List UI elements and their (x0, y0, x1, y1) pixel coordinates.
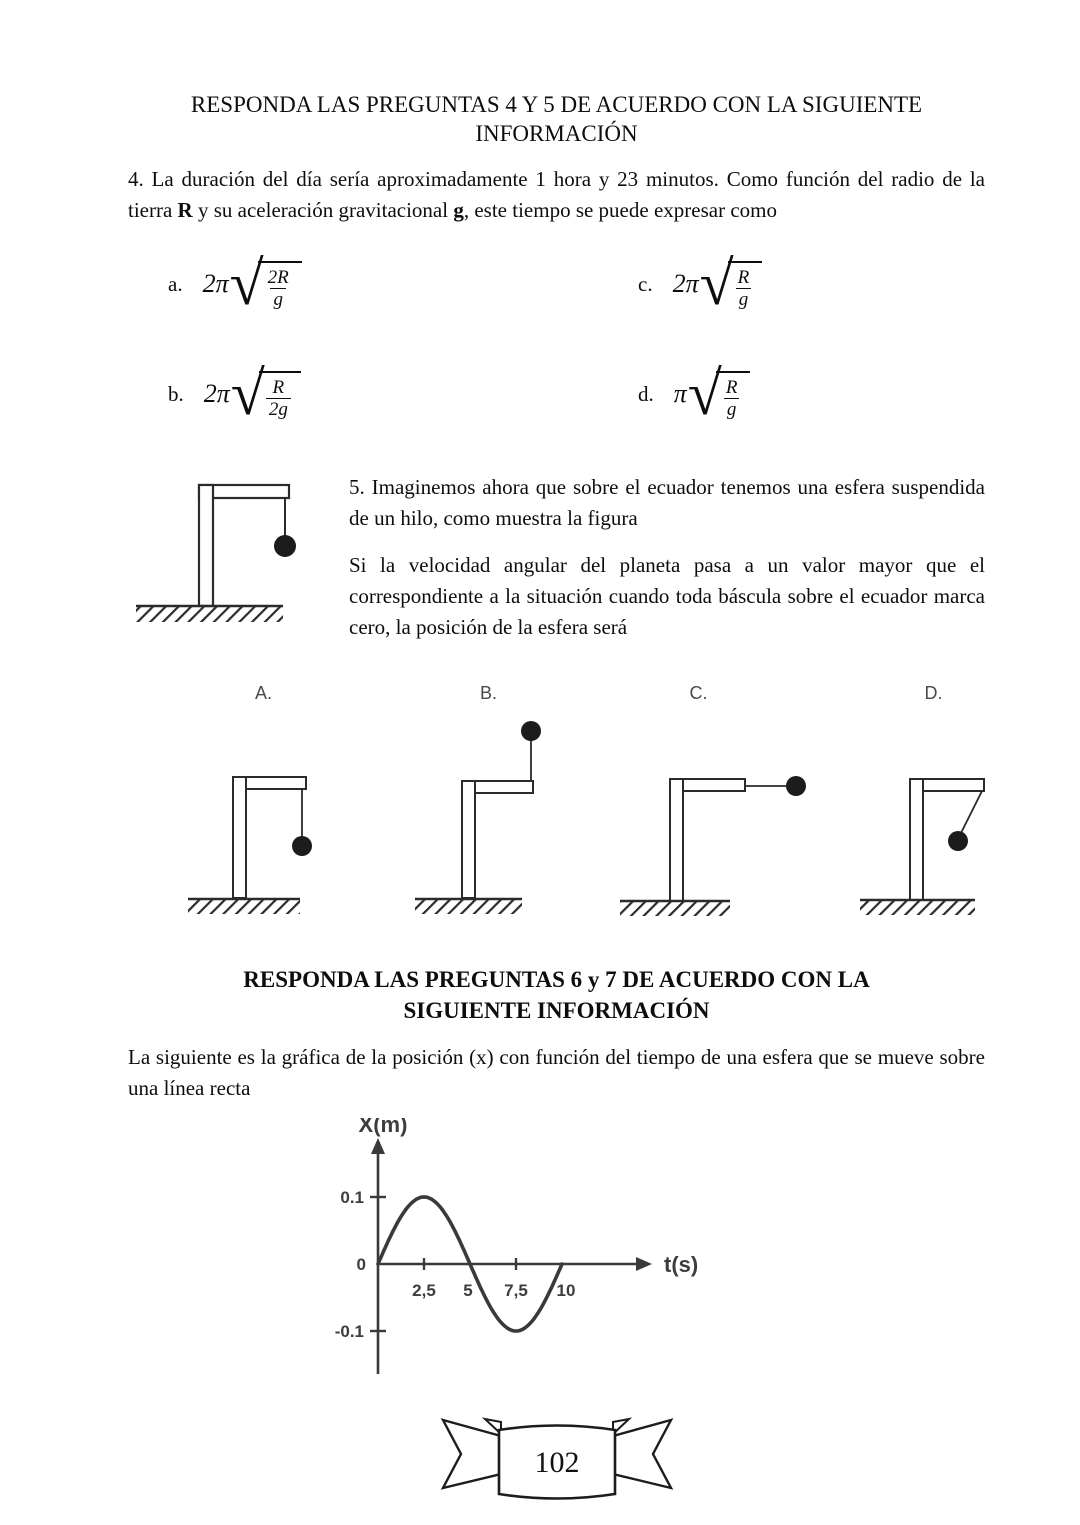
formula-coefficient: 2π (203, 379, 230, 408)
q4-options (128, 248, 985, 430)
choice-c-svg (620, 709, 835, 920)
radical-sign: √ (699, 250, 734, 318)
choice-figure-c (620, 683, 835, 925)
ground-hatch (188, 900, 300, 914)
q4-text-part1: 4. La duración del día sería aproximadamente 1 hora y 23 minutos. Como función del radio de la tierra (128, 167, 985, 222)
ground-hatch (620, 902, 730, 916)
pendulum-string (961, 791, 982, 833)
radical-sign: √ (687, 360, 722, 428)
ribbon-left-tail (443, 1420, 501, 1488)
radicand (259, 371, 301, 420)
formula-coefficient: 2π (672, 269, 699, 298)
question-5-block (128, 472, 985, 643)
q67-section-header (128, 964, 985, 1026)
radicand (728, 261, 763, 310)
stand-pole (462, 781, 475, 898)
y-tick-label-0p1: 0.1 (340, 1188, 364, 1207)
x-tick-label-7p5: 7,5 (504, 1281, 528, 1300)
page-number-ribbon (437, 1408, 677, 1517)
choice-figure-a (185, 683, 400, 925)
square-root-expression (687, 360, 751, 428)
square-root-expression (699, 250, 763, 318)
q67-intro-text: La siguiente es la gráfica de la posición (x) con función del tiempo de una esfera que se mueve sobre una línea recta (128, 1045, 985, 1100)
option-a-letter: a. (168, 271, 183, 296)
question-4-text (128, 164, 985, 226)
fraction-numerator: R (737, 267, 750, 288)
q67-header-line2: SIGUIENTE INFORMACIÓN (403, 998, 710, 1023)
question-5-text (349, 472, 985, 643)
q45-header-line2: INFORMACIÓN (475, 121, 638, 146)
q4-option-a (168, 248, 638, 320)
q4-symbol-g: g (453, 198, 464, 222)
ground-hatch (860, 901, 975, 915)
fraction-denominator: g (724, 398, 740, 420)
x-axis-label: t(s) (664, 1252, 699, 1277)
pendulum-ball (786, 776, 806, 796)
q67-header-line1: RESPONDA LAS PREGUNTAS 6 y 7 DE ACUERDO CON LA (243, 967, 870, 992)
pendulum-ball (274, 535, 296, 557)
fraction (723, 377, 741, 420)
q5-answer-figures (128, 683, 985, 920)
q4-option-c (638, 248, 985, 320)
pendulum-ball (292, 836, 312, 856)
position-time-graph (288, 1118, 985, 1388)
x-tick-label-10: 10 (556, 1281, 576, 1300)
choice-d-svg (855, 709, 1070, 920)
option-d-formula (673, 360, 751, 428)
option-a-formula (202, 250, 302, 318)
q5-paragraph-2: Si la velocidad angular del planeta pasa a un valor mayor que el correspondiente a la situación cuando toda báscula sobre el ecuador marca cero, la posición de la esfera será (349, 553, 985, 639)
q5-paragraph-1: 5. Imaginemos ahora que sobre el ecuador tenemos una esfera suspendida de un hilo, como muestra la figura (349, 475, 985, 530)
q4-option-b (168, 358, 638, 430)
x-tick-label-2p5: 2,5 (412, 1281, 436, 1300)
stand-pole (233, 777, 246, 898)
q4-text-part2: y su aceleración gravitacional (192, 198, 454, 222)
choice-a-svg (185, 709, 400, 920)
option-c-formula (672, 250, 763, 318)
ground-hatch (415, 900, 522, 914)
q4-symbol-R: R (177, 198, 193, 222)
fraction (266, 377, 291, 420)
y-axis-label: X(m) (358, 1118, 408, 1137)
radicand (716, 371, 751, 420)
ground-hatch (136, 607, 283, 622)
q45-header-line1: RESPONDA LAS PREGUNTAS 4 Y 5 DE ACUERDO CON LA SIGUIENTE (190, 92, 923, 117)
stand-pole (199, 485, 213, 606)
x-axis-arrow (636, 1257, 652, 1271)
q4-option-d (638, 358, 985, 430)
choice-figure-b (410, 683, 625, 925)
option-d-letter: d. (638, 381, 654, 406)
choice-b-svg (410, 709, 625, 920)
formula-coefficient: π (673, 379, 687, 408)
pendulum-ball (521, 721, 541, 741)
fraction-numerator: R (272, 377, 285, 398)
choice-figure-d (855, 683, 1070, 925)
pendulum-stand-svg (136, 482, 301, 632)
radicand (258, 261, 302, 310)
option-c-letter: c. (638, 271, 653, 296)
ribbon-right-tail (613, 1420, 671, 1488)
option-b-letter: b. (168, 381, 184, 406)
choice-a-label: A. (254, 683, 272, 703)
ribbon-svg (437, 1408, 677, 1512)
page-number: 102 (534, 1446, 579, 1479)
stand-pole (910, 779, 923, 900)
choice-c-label: C. (689, 683, 708, 703)
fraction-denominator: g (270, 288, 286, 310)
q4-text-part3: , este tiempo se puede expresar como (463, 198, 777, 222)
fraction (265, 267, 292, 310)
fraction-numerator: R (725, 377, 738, 398)
q45-section-header (128, 90, 985, 148)
choice-d-label: D. (924, 683, 943, 703)
fraction-denominator: 2g (266, 398, 291, 420)
choice-b-label: B. (479, 683, 497, 703)
formula-coefficient: 2π (202, 269, 229, 298)
fraction-numerator: 2R (267, 267, 289, 288)
radical-sign: √ (230, 360, 265, 428)
y-axis-arrow (371, 1138, 385, 1154)
position-time-graph-svg (288, 1118, 748, 1383)
option-b-formula (203, 360, 301, 428)
y-tick-label-0: 0 (356, 1255, 366, 1274)
square-root-expression (230, 360, 301, 428)
radical-sign: √ (229, 250, 264, 318)
square-root-expression (229, 250, 302, 318)
pendulum-stand-figure (136, 482, 301, 643)
fraction (735, 267, 753, 310)
y-tick-label-neg0p1: -0.1 (334, 1322, 364, 1341)
x-tick-label-5: 5 (463, 1281, 473, 1300)
pendulum-ball (948, 831, 968, 851)
fraction-denominator: g (736, 288, 752, 310)
stand-pole (670, 779, 683, 901)
